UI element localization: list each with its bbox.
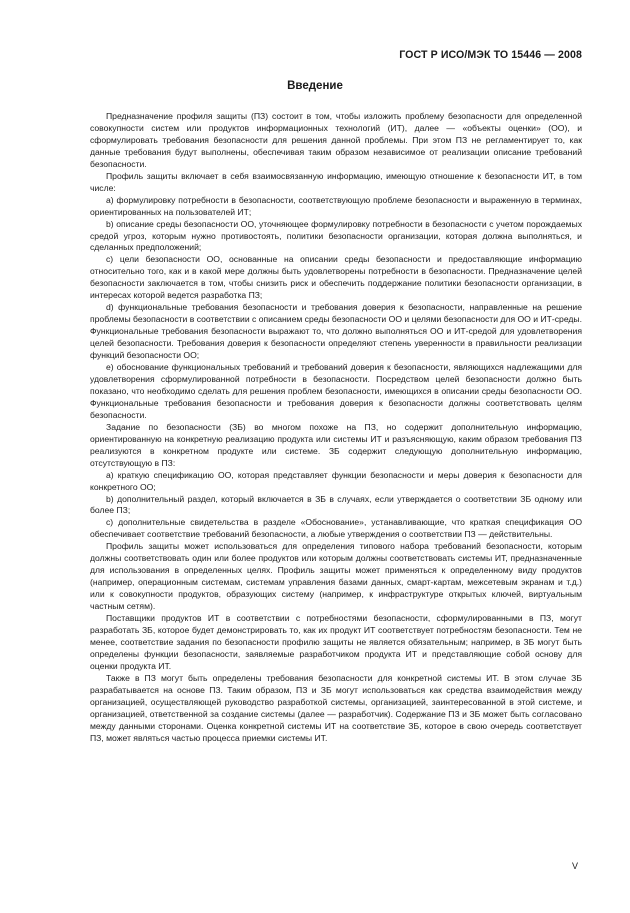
list-item: а) формулировку потребности в безопасности, соответствующую проблеме безопасности и выраженную в терминах, ориентированных на пользователей ИТ; [90, 194, 582, 217]
paragraph: Предназначение профиля защиты (ПЗ) состоит в том, чтобы изложить проблему безопасности для определенной совокупности систем или продуктов информационных технологий (ИТ), далее — «объекты оценки» (ОО), и сформулировать требования безопасности для решения данной проблемы. При этом ПЗ не регламентирует то, как данные требования будут выполнены, обеспечивая таким образом независимое от реализации описание требований безопасности. [90, 111, 582, 169]
paragraph: Также в ПЗ могут быть определены требования безопасности для конкретной системы ИТ. В этом случае ЗБ разрабатывается на основе ПЗ. Таким образом, ПЗ и ЗБ могут использоваться как средства взаимодействия между организацией, осуществляющей руководство разработкой системы, организацией, заинтересованной в этой системе, и организацией, ответственной за создание системы (далее — разработчик). Содержание ПЗ и ЗБ может быть согласовано между данными сторонами. Оценка конкретной системы ИТ на соответствие ЗБ, которое в свою очередь соответствует ПЗ, может являться частью процесса приемки системы ИТ. [90, 672, 582, 743]
list-item: d) функциональные требования безопасности и требования доверия к безопасности, направленные на решение проблемы безопасности в соответствии с описанием среды безопасности ОО и целями безопасности для ОО и ИТ-среды. Функциональные требования безопасности выражают то, что должно выполняться ОО и ИТ-средой для удовлетворения целей безопасности. Требования доверия к безопасности определяют степень уверенности в правильности реализации функций безопасности ОО; [90, 302, 582, 361]
list-item: c) дополнительные свидетельства в разделе «Обоснование», устанавливающие, что краткая спецификация ОО обеспечивает соответствие требований безопасности, а любые утверждения о соответствии ПЗ — действительны. [90, 517, 582, 540]
list-item: b) описание среды безопасности ОО, уточняющее формулировку потребности в безопасности с учетом порождаемых средой угроз, которым нужно противостоять, политики безопасности организации, которая должна выполняться, и сделанных предположений; [90, 218, 582, 253]
page-number: V [571, 861, 578, 871]
list-item: c) цели безопасности ОО, основанные на описании среды безопасности и предоставляющие информацию относительно того, как и в какой мере должны быть удовлетворены потребности в безопасности. Предназначение целей безопасности заключается в том, чтобы снизить риск и обеспечить поддержание политики безопасности организации, в интересах которой ведется разработка ПЗ; [90, 254, 582, 301]
list-item: e) обоснование функциональных требований и требований доверия к безопасности, являющихся надлежащими для удовлетворения сформулированной потребности в безопасности. Посредством целей безопасности должно быть показано, что необходимо сделать для решения проблем безопасности, имеющихся в описании среды безопасности ОО. Функциональные требования безопасности и требования доверия к безопасности должны соответствовать целям безопасности. [90, 362, 582, 420]
paragraph: Задание по безопасности (ЗБ) во многом похоже на ПЗ, но содержит дополнительную информацию, ориентированную на конкретную реализацию продукта или системы ИТ и разъясняющую, каким образом требования ПЗ реализуются в конкретном продукте или системе. ЗБ содержит следующую дополнительную информацию, отсутствующую в ПЗ: [90, 421, 582, 468]
list-item: b) дополнительный раздел, который включается в ЗБ в случаях, если утверждается о соответствии ЗБ одному или более ПЗ; [90, 493, 582, 516]
section-title: Введение [287, 80, 343, 92]
standard-header: ГОСТ Р ИСО/МЭК ТО 15446 — 2008 [399, 49, 582, 61]
list-item: а) краткую спецификацию ОО, которая представляет функции безопасности и меры доверия к безопасности для конкретного ОО; [90, 469, 582, 492]
paragraph: Профиль защиты может использоваться для определения типового набора требований безопасности, которым должны соответствовать один или более продуктов или которым должны соответствовать системы ИТ, предназначенные для использования в определенных целях. Профиль защиты может применяться к определенному виду продуктов (например, операционным системам, системам управления базами данных, смарт-картам, межсетевым экранам и т.д.) или к совокупности продуктов, образующих систему (например, к инфраструктуре открытых ключей, виртуальным частным сетям). [90, 541, 582, 612]
paragraph: Профиль защиты включает в себя взаимосвязанную информацию, имеющую отношение к безопасности ИТ, в том числе: [90, 170, 582, 193]
body-text [90, 111, 582, 745]
paragraph: Поставщики продуктов ИТ в соответствии с потребностями безопасности, сформулированными в ПЗ, могут разработать ЗБ, которое будет демонстрировать то, как их продукт ИТ соответствует потребностям безопасности. Тем не менее, соответствие задания по безопасности профилю защиты не является обязательным; например, в ЗБ могут быть определены функции безопасности, заявляемые разработчиком продукта ИТ и представляющие собой основу для оценки продукта ИТ. [90, 613, 582, 671]
